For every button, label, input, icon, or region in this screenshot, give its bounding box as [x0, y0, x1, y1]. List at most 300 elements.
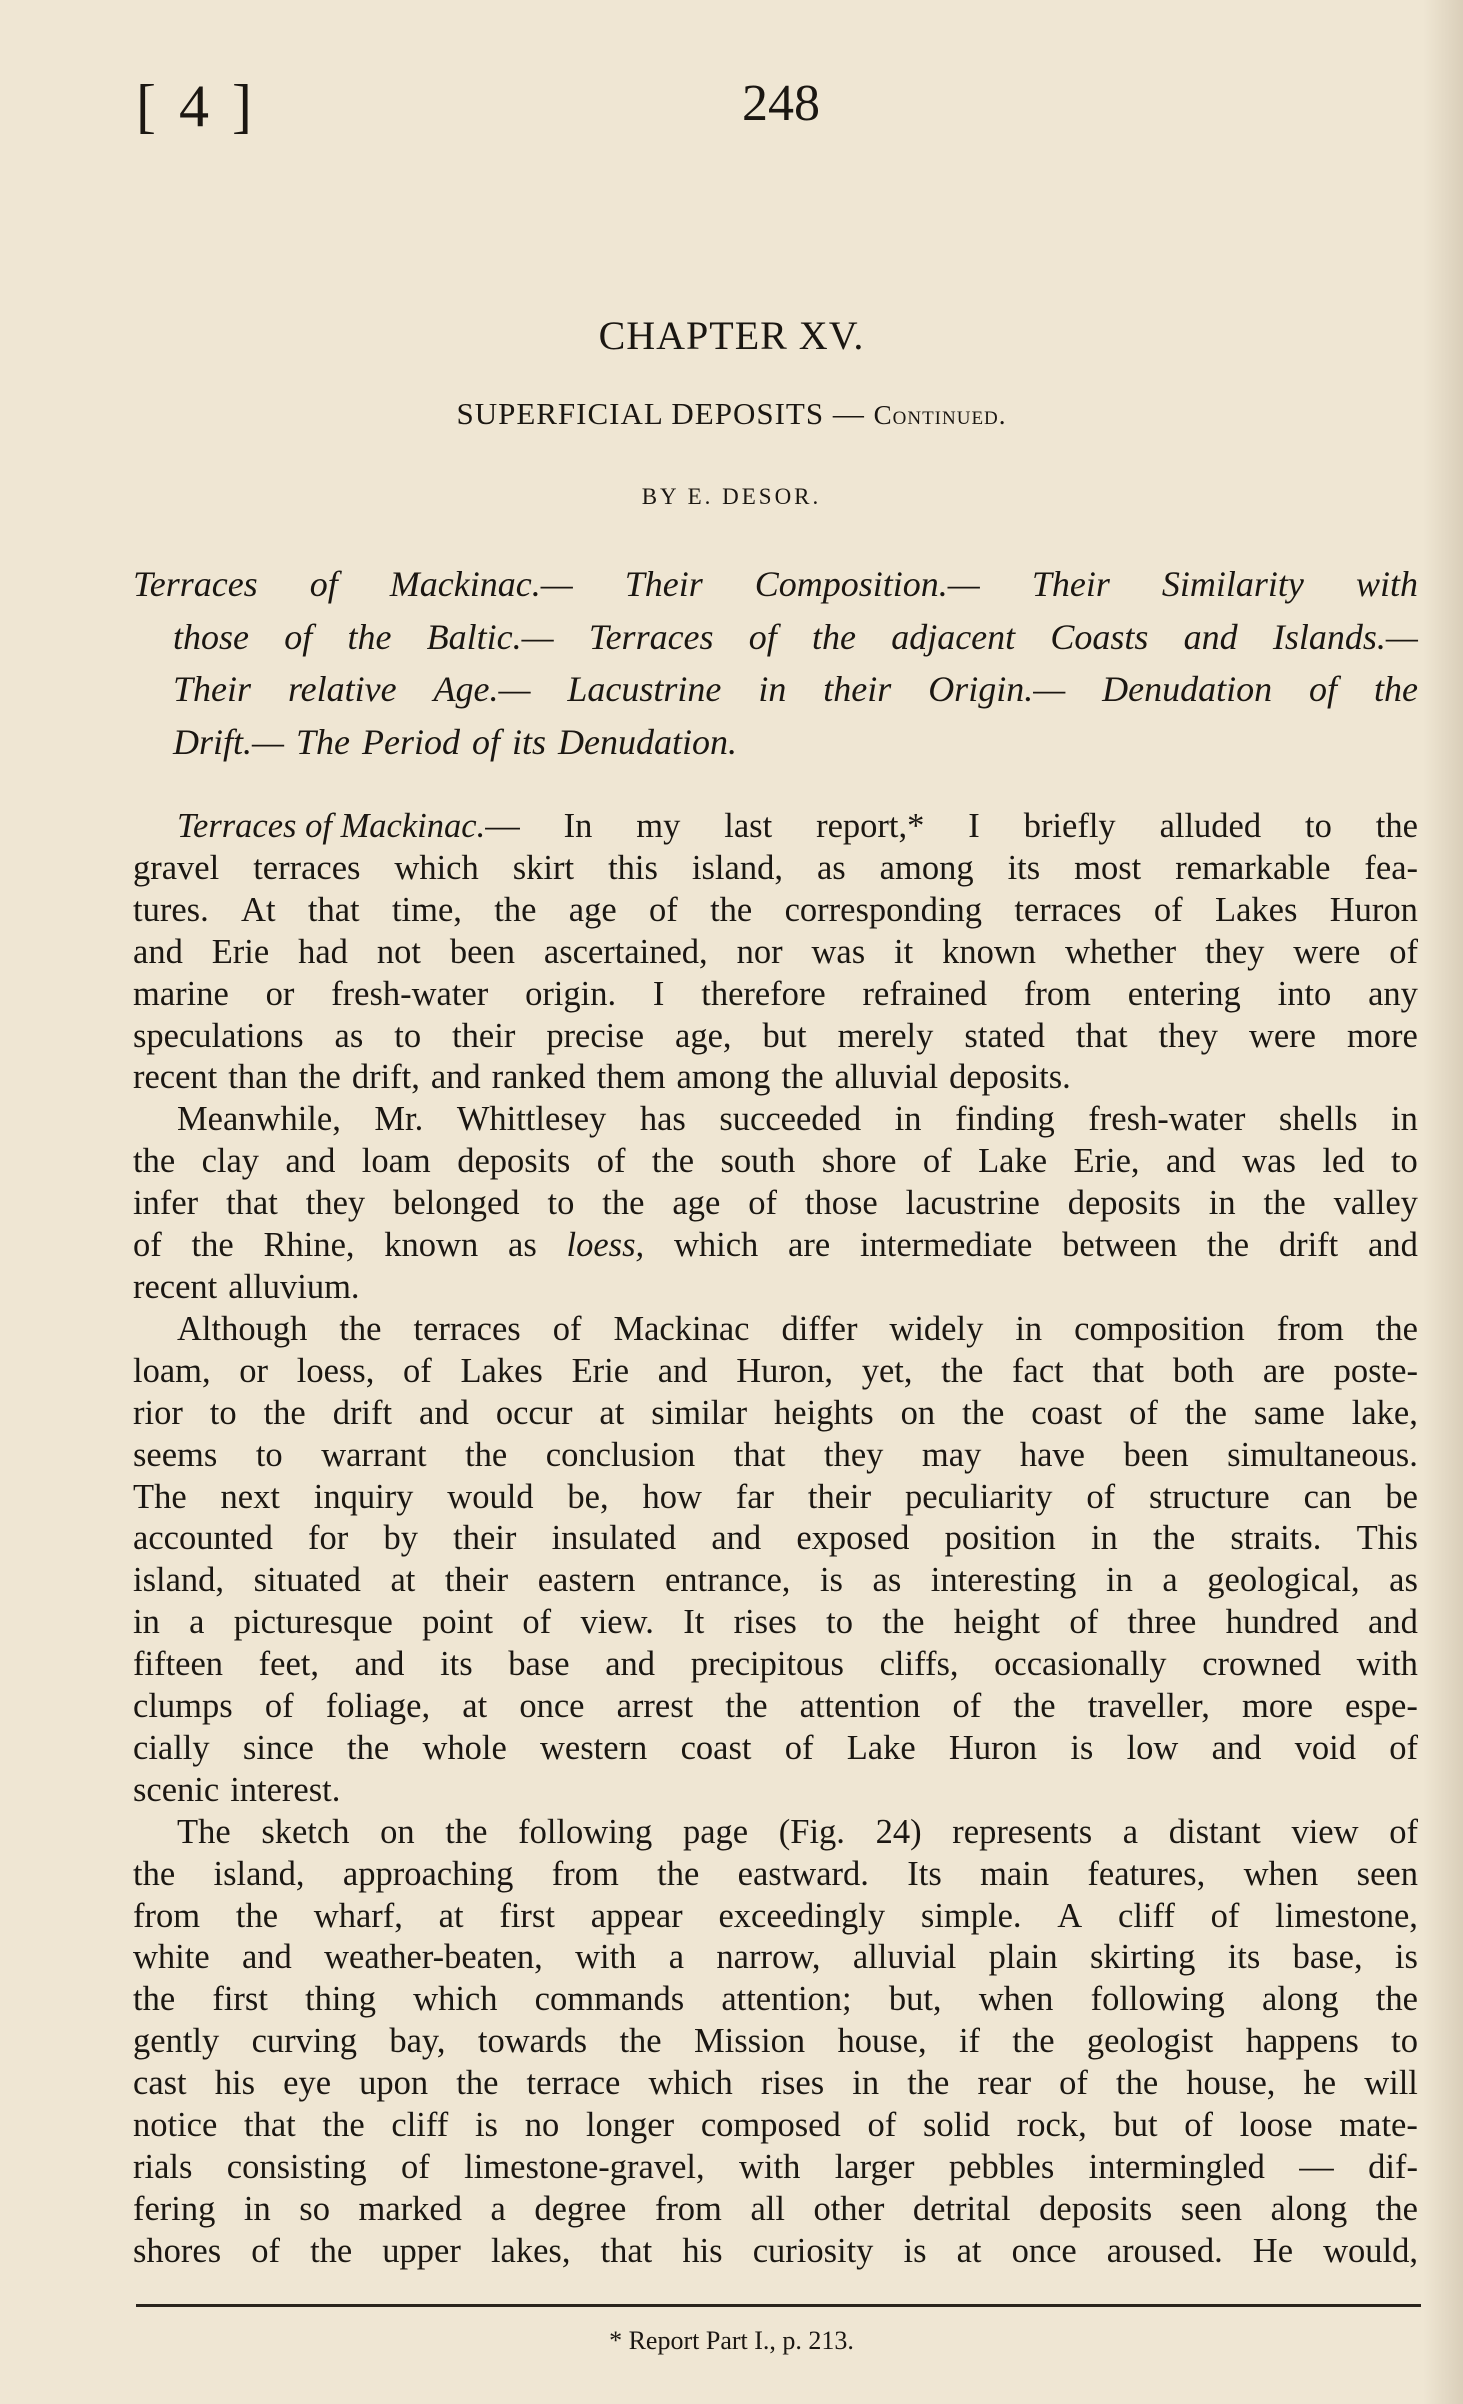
summary-word: Similarity [1161, 564, 1304, 604]
text-word: that [733, 1435, 786, 1474]
text-word: with [575, 1938, 637, 1977]
text-word: those [804, 1184, 878, 1223]
text-line [133, 1267, 1418, 1309]
text-word: composition [1074, 1309, 1245, 1348]
text-word: more [1242, 1687, 1313, 1726]
text-word: between [1062, 1226, 1178, 1265]
text-word: degree [534, 2189, 627, 2228]
text-word: of [748, 1184, 777, 1223]
text-word: of [596, 1142, 626, 1181]
text-word: a [1122, 1812, 1139, 1851]
text-word: and [430, 1058, 481, 1097]
text-line [133, 1770, 1418, 1812]
text-word: simultaneous. [1227, 1435, 1418, 1474]
summary-word: with [1355, 564, 1418, 604]
text-word: island, [691, 848, 783, 887]
text-word: to [1391, 2022, 1418, 2061]
text-word: age [568, 890, 617, 929]
text-word: Lake [846, 1728, 916, 1767]
text-word: from [133, 1896, 201, 1935]
text-word: would, [1323, 2231, 1418, 2270]
text-word: in [133, 1603, 160, 1642]
text-word: lake, [1351, 1393, 1418, 1432]
text-word: the [710, 890, 753, 929]
text-word: along [1270, 2189, 1348, 2228]
text-word: in [243, 2189, 271, 2228]
chapter-title: CHAPTER XV. [598, 313, 865, 358]
text-word: to [547, 1184, 575, 1223]
text-word: from [551, 1854, 619, 1893]
text-word: Mr. [374, 1100, 424, 1139]
text-word: whole [422, 1728, 507, 1767]
text-word: which [673, 1226, 759, 1265]
text-word: in [1090, 1519, 1118, 1558]
text-word: fea- [1364, 848, 1418, 887]
text-word: belonged [393, 1184, 520, 1223]
text-word: house, [1186, 2064, 1276, 2103]
text-word: be [1385, 1477, 1418, 1516]
text-word: seems [133, 1435, 218, 1474]
text-line [133, 1937, 1418, 1979]
text-word: Lake [978, 1142, 1048, 1181]
text-word: is [819, 1561, 843, 1600]
text-word: if [958, 2022, 981, 2061]
text-word: terraces [413, 1309, 521, 1348]
summary-word: The [296, 721, 351, 762]
summary-word: the [347, 616, 392, 657]
text-word: they [1204, 932, 1265, 971]
text-word: 24) [875, 1812, 922, 1851]
text-word: thing [305, 1980, 376, 2019]
text-word: at [599, 1393, 625, 1432]
text-word: in [1391, 1100, 1418, 1139]
text-word: in [852, 2064, 880, 2103]
text-word: appear [590, 1896, 683, 1935]
summary-line [133, 716, 1418, 769]
summary-word: Period [362, 721, 461, 762]
text-line [133, 2105, 1418, 2147]
text-word: differ [781, 1309, 858, 1348]
text-word: known [942, 932, 1037, 971]
text-word: loess, [296, 1351, 375, 1390]
summary-line [133, 663, 1418, 716]
text-word: Rhine, [263, 1226, 355, 1265]
text-word: with [738, 2148, 801, 2186]
text-word: house, [837, 2022, 927, 2061]
text-word: along [1261, 1980, 1339, 2019]
text-word: the [657, 1854, 700, 1893]
text-word: fact [1012, 1351, 1064, 1390]
text-word: Erie [571, 1351, 630, 1390]
text-word: any [1368, 974, 1418, 1013]
text-word: the [133, 1142, 176, 1181]
text-word: straits. [1230, 1519, 1322, 1558]
text-word: and [133, 932, 183, 971]
text-word: the [619, 2022, 662, 2061]
text-word: Huron [948, 1728, 1038, 1767]
text-word: both [1172, 1351, 1235, 1390]
text-word: the [445, 1812, 488, 1851]
summary-word: of [284, 616, 313, 657]
text-word: Erie, [1073, 1142, 1140, 1181]
text-word: the [347, 1728, 390, 1767]
text-word: picturesque [233, 1603, 393, 1642]
summary-word: Drift.— [173, 721, 285, 762]
text-word: alluvium. [228, 1267, 360, 1306]
text-word: south [720, 1142, 796, 1181]
text-line [133, 2063, 1418, 2105]
text-word: entrance, [664, 1561, 791, 1600]
text-word: of [401, 2148, 430, 2186]
text-word: deposits. [949, 1058, 1071, 1097]
summary-word: their [823, 669, 892, 709]
text-word: rises [733, 1603, 797, 1642]
text-word: its [440, 1645, 473, 1684]
text-word: sketch [261, 1812, 350, 1851]
text-word: corresponding [784, 890, 982, 929]
text-word: the [1375, 807, 1418, 845]
text-word: the [602, 1184, 645, 1223]
text-word: cliffs, [879, 1645, 959, 1684]
document-number: [ 4 ] [136, 73, 256, 139]
text-line [133, 1979, 1418, 2021]
text-word: and [419, 1393, 469, 1432]
text-word: the [133, 1854, 176, 1893]
text-word: shells [1278, 1100, 1358, 1139]
text-word: and [1368, 1226, 1418, 1265]
text-word: He [1252, 2231, 1294, 2270]
summary-word: of [748, 616, 777, 657]
text-word: of [264, 1687, 294, 1726]
text-word: and [605, 1645, 656, 1684]
text-word: among [676, 1058, 771, 1097]
page-number: 248 [742, 75, 820, 132]
text-word: widely [889, 1309, 984, 1348]
text-word: the [962, 1393, 1005, 1432]
text-word: which [413, 1980, 498, 2019]
text-word: Its [907, 1854, 942, 1893]
text-word: his [682, 2231, 723, 2270]
text-word: on [380, 1812, 415, 1851]
text-word: commands [534, 1980, 685, 2019]
text-word: as [872, 1561, 902, 1600]
text-word: Meanwhile, [177, 1100, 341, 1139]
text-word: deposits [457, 1142, 571, 1181]
text-word: low [1126, 1728, 1179, 1767]
text-word: of [867, 2106, 897, 2145]
text-word: Erie [211, 932, 270, 971]
text-word: and [1211, 1728, 1262, 1767]
text-word: composed [700, 2106, 841, 2145]
text-word: cially [133, 1728, 210, 1767]
text-word: to [1305, 807, 1332, 845]
text-word: precipitous [690, 1645, 844, 1684]
text-word: rock, [1016, 2106, 1087, 2145]
text-word: can [1303, 1477, 1352, 1516]
summary-word: relative [287, 669, 397, 709]
text-line [133, 1099, 1418, 1141]
text-word: marine [133, 974, 229, 1013]
text-word: page [682, 1812, 749, 1851]
text-word: island, [133, 1561, 225, 1600]
text-word: features, [1087, 1854, 1206, 1893]
text-word: the [494, 890, 537, 929]
text-word: fering [133, 2189, 216, 2228]
text-word: his [214, 2064, 256, 2103]
summary-word: Baltic.— [426, 616, 554, 657]
text-word: base, [1292, 1938, 1363, 1977]
text-word: solid [922, 2106, 991, 2145]
text-word: of [1389, 1812, 1418, 1851]
text-line [133, 974, 1418, 1016]
text-word: longer [585, 2106, 675, 2145]
text-word: view [1291, 1812, 1359, 1851]
chapter-subtitle [0, 396, 1463, 432]
subtitle-main: SUPERFICIAL DEPOSITS — [456, 396, 874, 431]
text-word: that [226, 1184, 278, 1223]
text-word: are [788, 1226, 831, 1265]
text-word: void [1294, 1728, 1356, 1767]
text-word: the [263, 1393, 306, 1432]
text-word: point [422, 1603, 494, 1642]
text-word: merely [837, 1016, 934, 1055]
text-word: western [540, 1728, 648, 1767]
page-edge-shadow [1423, 0, 1463, 2404]
text-word: approaching [342, 1854, 514, 1893]
text-word: their [452, 1016, 516, 1055]
text-word: age [672, 1184, 721, 1223]
text-word: Huron, [736, 1351, 834, 1390]
text-word: conclusion [545, 1435, 696, 1474]
text-line [133, 932, 1418, 974]
text-word: is [1394, 1938, 1418, 1977]
text-word: succeeded [719, 1100, 862, 1139]
text-word: stated [964, 1016, 1045, 1055]
text-word: — [1299, 2148, 1334, 2186]
text-word: it [894, 932, 914, 971]
summary-word: Terraces [588, 616, 714, 657]
text-word: white [133, 1938, 210, 1977]
text-word: peculiarity [905, 1477, 1053, 1516]
text-word: since [242, 1728, 314, 1767]
text-word: the [725, 1687, 768, 1726]
summary-line [133, 558, 1418, 611]
text-word: all [750, 2189, 785, 2228]
text-word: among [879, 848, 974, 887]
text-word: the [1184, 1393, 1227, 1432]
text-word: and [711, 1519, 762, 1558]
text-word: I [968, 807, 980, 845]
summary-word: Mackinac.— [389, 564, 573, 604]
text-word: Huron [1329, 890, 1418, 929]
text-word: of [552, 1309, 582, 1348]
text-word: terraces [253, 848, 361, 887]
text-word: entering [1127, 974, 1241, 1013]
text-word: to [209, 1393, 237, 1432]
text-word: loam, [133, 1351, 211, 1390]
text-word: as [334, 1016, 364, 1055]
text-word: nor [736, 932, 783, 971]
text-word: precise [546, 1016, 645, 1055]
text-line [133, 2231, 1418, 2273]
text-word: position [944, 1519, 1056, 1558]
text-word: they [305, 1184, 366, 1223]
text-word: first [499, 1896, 555, 1935]
text-word: he [1303, 2064, 1337, 2103]
text-word: marked [358, 2189, 462, 2228]
text-line [133, 1896, 1418, 1938]
text-word: briefly [1023, 807, 1116, 845]
text-word: that [244, 2106, 296, 2145]
text-word: inquiry [313, 1477, 414, 1516]
text-word: limestone-gravel, [464, 2148, 705, 2186]
summary-word: Their [624, 564, 703, 604]
text-word: happens [1245, 2022, 1359, 2061]
text-word: was [1242, 1142, 1296, 1181]
text-word: (Fig. [778, 1812, 845, 1851]
text-word: of [1129, 1393, 1158, 1432]
text-line [133, 1225, 1418, 1267]
text-word: eastern [537, 1561, 636, 1600]
summary-word: of [472, 721, 501, 762]
text-word: that [1092, 1351, 1145, 1390]
text-word: coast [1031, 1393, 1103, 1432]
text-word: from [1023, 974, 1091, 1013]
text-word: espe- [1345, 1687, 1418, 1726]
text-word: fresh-water [1088, 1100, 1246, 1139]
text-word: larger [834, 2148, 915, 2186]
text-word: from [1276, 1309, 1344, 1348]
text-word: of [1059, 2064, 1088, 2103]
text-word: coast [680, 1728, 752, 1767]
text-word: bay, [389, 2022, 446, 2061]
text-word: interesting [930, 1561, 1077, 1600]
text-word: cast [133, 2064, 187, 2103]
text-word: of [922, 1142, 952, 1181]
text-word: is [1070, 1728, 1094, 1767]
text-word: alluded [1159, 807, 1262, 845]
text-word: plain [988, 1938, 1058, 1977]
text-word: but [1113, 2106, 1158, 2145]
text-word: report,* [816, 807, 925, 845]
text-word: In [563, 807, 593, 845]
text-word: was [811, 932, 866, 971]
text-word: clay [201, 1142, 260, 1181]
text-word: most [1074, 848, 1142, 887]
text-word: the [1375, 1309, 1418, 1348]
text-word: recent [133, 1267, 218, 1306]
text-word: as [1389, 1561, 1418, 1600]
text-word: when [978, 1980, 1054, 2019]
text-word: refrained [862, 974, 988, 1013]
text-word: that [307, 890, 360, 929]
text-word: skirting [1089, 1938, 1196, 1977]
text-word: weather-beaten, [324, 1938, 543, 1977]
text-line [133, 1686, 1418, 1728]
running-head [0, 62, 1463, 152]
text-word: into [1277, 974, 1332, 1013]
text-word: once [519, 1687, 585, 1726]
text-word: detrital [912, 2189, 1011, 2228]
lead-heading: Terraces of Mackinac.— [177, 807, 520, 845]
text-word: Mission [693, 2022, 806, 2061]
text-word: of [784, 1728, 814, 1767]
text-word: curiosity [752, 2231, 874, 2270]
text-word: seen [1356, 1854, 1418, 1893]
text-word: scenic [133, 1770, 220, 1809]
text-word: tures. [133, 890, 209, 929]
text-word: remarkable [1175, 848, 1331, 887]
text-word: following [1090, 1980, 1225, 2019]
text-line [133, 1393, 1418, 1435]
text-word: geologist [1086, 2022, 1214, 2061]
text-line [133, 1183, 1418, 1225]
summary-word: Coasts [1050, 616, 1149, 657]
text-line [133, 1057, 1418, 1099]
text-line [133, 1141, 1418, 1183]
footnote-rule [136, 2304, 1421, 2307]
text-word: had [298, 932, 348, 971]
text-word: known [384, 1226, 479, 1265]
text-word: than [228, 1058, 288, 1097]
text-word: the [339, 1309, 382, 1348]
text-word: crowned [1202, 1645, 1321, 1684]
text-word: when [1243, 1854, 1319, 1893]
text-word: the [310, 2231, 353, 2270]
text-word: distant [1168, 1812, 1261, 1851]
subtitle-continued: Continued. [873, 400, 1007, 430]
text-word: of [251, 2231, 280, 2270]
chapter-summary [133, 558, 1418, 768]
text-word: drift [332, 1393, 393, 1432]
text-word: that [600, 2231, 653, 2270]
text-word: but [762, 1016, 807, 1055]
text-word: rior [133, 1393, 183, 1432]
text-line [133, 2189, 1418, 2231]
text-word: far [735, 1477, 775, 1516]
text-word: and [1368, 1603, 1418, 1642]
text-word: led [1322, 1142, 1365, 1181]
text-word: and [241, 1938, 292, 1977]
text-word: of [952, 1687, 982, 1726]
summary-word: the [812, 616, 856, 657]
text-word: as [508, 1226, 537, 1265]
text-word: of [1389, 1728, 1418, 1767]
text-word: so [299, 2189, 330, 2228]
summary-word: Lacustrine [567, 669, 722, 709]
text-word: once [1011, 2231, 1077, 2270]
text-word: to [826, 1603, 853, 1642]
text-word: first [212, 1980, 268, 2019]
text-word: The [177, 1812, 231, 1851]
text-word: cliff [391, 2106, 449, 2145]
text-word: age, [675, 1016, 732, 1055]
text-word: would [447, 1477, 534, 1516]
text-word: similar [651, 1393, 748, 1432]
text-word: therefore [701, 974, 826, 1013]
text-word: with [1356, 1645, 1418, 1684]
text-word: eye [283, 2064, 332, 2103]
summary-word: Age.— [433, 669, 531, 709]
text-word: interest. [230, 1770, 341, 1809]
text-word: terrace [526, 2064, 621, 2103]
text-word: ranked [491, 1058, 586, 1097]
text-word: will [1364, 2064, 1418, 2103]
text-word: drift, [351, 1058, 420, 1097]
text-word: terraces [1014, 890, 1122, 929]
text-word: been [449, 932, 515, 971]
summary-word: Terraces [133, 564, 258, 604]
